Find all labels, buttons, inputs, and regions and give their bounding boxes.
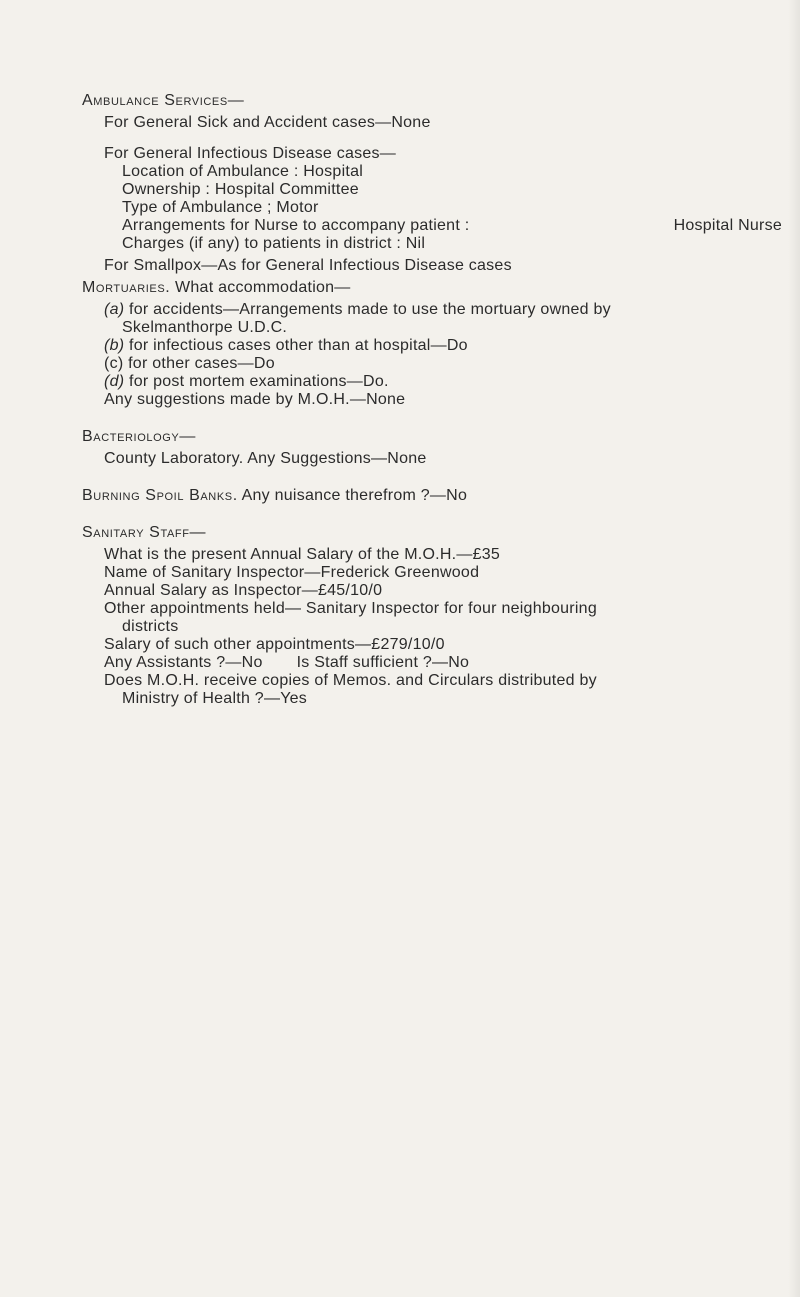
- moh-salary-line: What is the present Annual Salary of the M.O.H.—£35: [104, 546, 501, 563]
- item-a-continuation: Skelmanthorpe U.D.C.: [122, 319, 288, 336]
- item-d-label: (d): [104, 373, 125, 390]
- other-salary-line: Salary of such other appointments—£279/10/0: [104, 636, 445, 653]
- mortuaries-heading-rest: What accommodation—: [170, 279, 351, 296]
- item-a-text: for accidents—Arrangements made to use the mortuary owned by: [124, 301, 611, 318]
- assistants-text: Any Assistants ?—No: [104, 654, 263, 671]
- sanitary-staff-heading: Sanitary Staff—: [82, 524, 207, 541]
- inspector-name-line: Name of Sanitary Inspector—Frederick Greenwood: [104, 564, 480, 581]
- mortuary-item-c: [82, 355, 782, 373]
- item-a-label: (a): [104, 301, 125, 318]
- mortuaries-heading-line: [82, 279, 782, 297]
- item-b-text: for infectious cases other than at hospital—Do: [124, 337, 468, 354]
- item-c-label: (c): [104, 355, 124, 372]
- mortuary-item-b: [82, 337, 782, 355]
- memos-line: Does M.O.H. receive copies of Memos. and Circulars distributed by: [104, 672, 597, 689]
- mortuary-suggestions: Any suggestions made by M.O.H.—None: [104, 391, 406, 408]
- bacteriology-heading: Bacteriology—: [82, 428, 196, 445]
- ambulance-heading: Ambulance Services—: [82, 92, 245, 109]
- staff-sufficient-text: Is Staff sufficient ?—No: [296, 654, 470, 671]
- other-appointments-continuation: districts: [122, 618, 179, 635]
- inspector-salary-line: Annual Salary as Inspector—£45/10/0: [104, 582, 383, 599]
- ownership-line: Ownership : Hospital Committee: [122, 181, 359, 198]
- memos-continuation: Ministry of Health ?—Yes: [122, 690, 308, 707]
- spoil-banks-heading: Burning Spoil Banks.: [82, 487, 238, 504]
- mortuary-item-d: [82, 373, 782, 391]
- spoil-banks-text: Any nuisance therefrom ?—No: [237, 487, 468, 504]
- other-appointments-line: Other appointments held— Sanitary Inspector for four neighbouring: [104, 600, 597, 617]
- mortuaries-heading: Mortuaries.: [82, 279, 171, 296]
- mortuary-item-a: [82, 301, 782, 319]
- item-b-label: (b): [104, 337, 125, 354]
- page-edge-shadow: [788, 0, 800, 1297]
- report-text: [82, 92, 782, 708]
- item-c-text: for other cases—Do: [123, 355, 275, 372]
- general-sick-line: For General Sick and Accident cases—None: [104, 114, 431, 131]
- infectious-heading: For General Infectious Disease cases—: [104, 145, 397, 162]
- arrangements-line: [82, 217, 782, 235]
- smallpox-line: For Smallpox—As for General Infectious Disease cases: [104, 257, 512, 274]
- type-line: Type of Ambulance ; Motor: [122, 199, 319, 216]
- charges-line: Charges (if any) to patients in district : Nil: [122, 235, 426, 252]
- bacteriology-text: County Laboratory. Any Suggestions—None: [104, 450, 427, 467]
- arrangements-label: Arrangements for Nurse to accompany patient :: [122, 217, 470, 234]
- arrangements-value: Hospital Nurse: [673, 217, 782, 234]
- item-d-text: for post mortem examinations—Do.: [124, 373, 389, 390]
- location-line: Location of Ambulance : Hospital: [122, 163, 364, 180]
- assistants-line: [82, 654, 782, 672]
- spoil-banks-line: [82, 487, 782, 505]
